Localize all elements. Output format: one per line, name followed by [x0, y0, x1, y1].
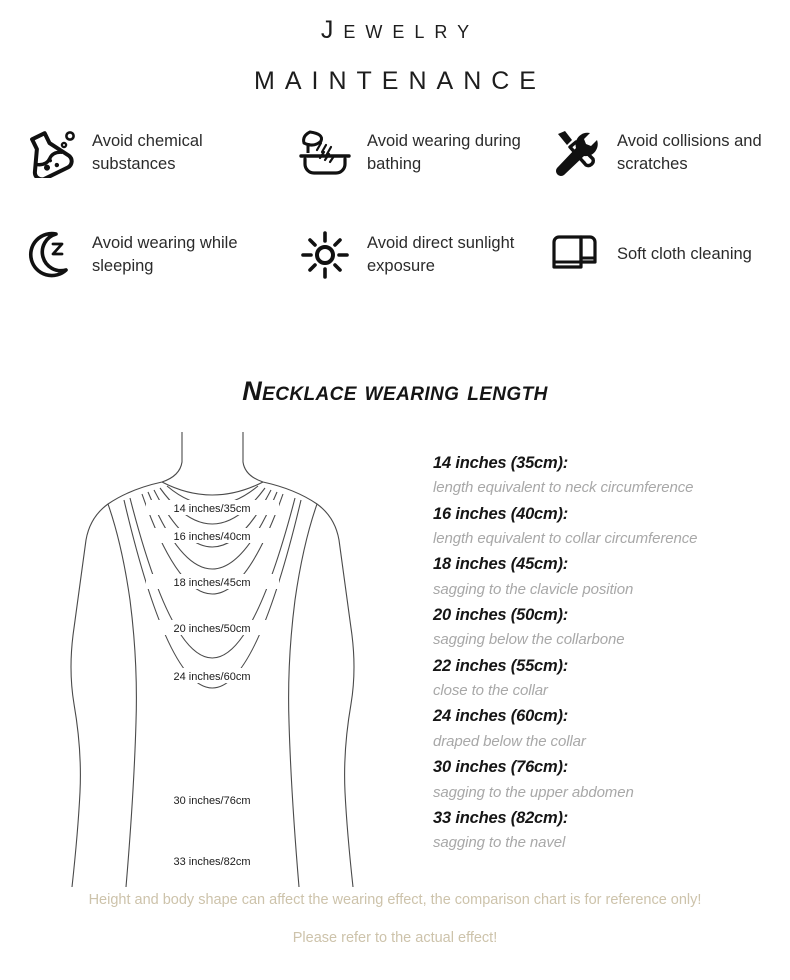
- length-description: draped below the collar: [433, 732, 586, 750]
- care-tip-bathing: [275, 128, 525, 178]
- necklace-length-list: [433, 450, 763, 856]
- diagram-label: 14 inches/35cm: [173, 503, 251, 515]
- flask-icon: [18, 128, 82, 178]
- diagram-labels: [146, 500, 279, 868]
- diagram-label: 30 inches/76cm: [173, 795, 251, 807]
- tools-icon: [543, 128, 607, 178]
- care-tip-sunlight: [275, 230, 525, 280]
- length-entry: [433, 602, 763, 653]
- length-description: close to the collar: [433, 682, 548, 700]
- length-description: sagging to the upper abdomen: [433, 783, 634, 801]
- page-title: [0, 0, 790, 94]
- care-tip-sleeping: [0, 230, 275, 280]
- length-label: 33 inches (82cm):: [433, 808, 569, 827]
- care-tip-cloth: [525, 230, 790, 280]
- care-tip-label: Avoid wearing while sleeping: [92, 233, 238, 275]
- diagram-label: 16 inches/40cm: [173, 531, 251, 543]
- care-tip-label: Avoid chemical substances: [92, 131, 203, 173]
- length-label: 24 inches (60cm):: [433, 707, 569, 726]
- diagram-label: 18 inches/45cm: [173, 577, 251, 589]
- length-label: 16 inches (40cm):: [433, 504, 569, 523]
- length-entry: [433, 501, 763, 552]
- care-tip-label: Soft cloth cleaning: [617, 245, 752, 264]
- length-entry: [433, 805, 763, 856]
- care-tip-label: Avoid collisions and scratches: [617, 131, 762, 173]
- length-label: 20 inches (50cm):: [433, 606, 569, 625]
- care-tip-label: Avoid direct sunlight exposure: [367, 233, 515, 275]
- length-description: sagging below the collarbone: [433, 631, 625, 649]
- length-entry: [433, 450, 763, 501]
- length-entry: [433, 653, 763, 704]
- care-tip-label: Avoid wearing during bathing: [367, 131, 521, 173]
- page-title-line-2: MAINTENANCE: [254, 67, 546, 95]
- page-title-line-1: Jewelry: [320, 16, 480, 44]
- length-entry: [433, 754, 763, 805]
- section-heading: Necklace wearing length: [242, 376, 548, 406]
- length-description: sagging to the clavicle position: [433, 580, 634, 598]
- care-tip-collisions: [525, 128, 790, 178]
- diagram-label: 20 inches/50cm: [173, 623, 251, 635]
- diagram-label: 24 inches/60cm: [173, 671, 251, 683]
- footer-line-1: Height and body shape can affect the wearing effect, the comparison chart is for reference only!: [88, 892, 702, 908]
- care-tip-chemical: [0, 128, 275, 178]
- diagram-label: 33 inches/82cm: [173, 856, 251, 868]
- necklace-length-diagram: [30, 432, 420, 887]
- sun-icon: [293, 230, 357, 280]
- moon-sleep-icon: [18, 230, 82, 280]
- care-tips-grid: [0, 128, 790, 280]
- length-entry: [433, 551, 763, 602]
- shower-tub-icon: [293, 128, 357, 178]
- length-label: 14 inches (35cm):: [433, 454, 569, 472]
- length-label: 22 inches (55cm):: [433, 656, 569, 675]
- folded-cloth-icon: [543, 230, 607, 280]
- length-description: length equivalent to neck circumference: [433, 479, 694, 497]
- footer-line-2: Please refer to the actual effect!: [292, 929, 498, 946]
- length-description: sagging to the navel: [433, 834, 566, 852]
- length-entry: [433, 703, 763, 754]
- length-label: 30 inches (76cm):: [433, 758, 569, 777]
- length-description: length equivalent to collar circumference: [433, 530, 698, 548]
- length-label: 18 inches (45cm):: [433, 555, 569, 574]
- footer-disclaimer: [0, 893, 790, 945]
